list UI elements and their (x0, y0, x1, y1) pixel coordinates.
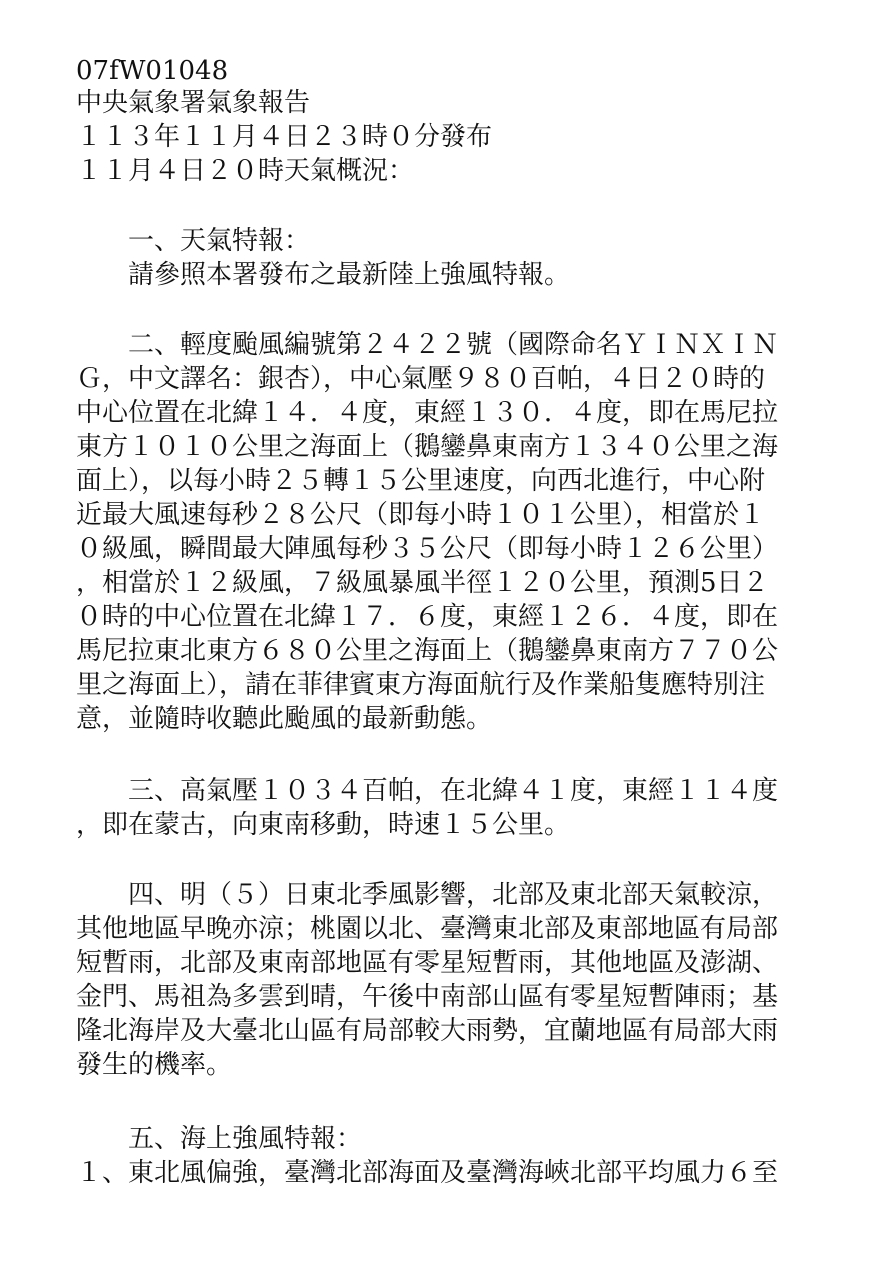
section-2-line: ０時的中心位置在北緯１７．６度，東經１２６．４度，即在 (76, 602, 779, 632)
section-2-line: 意，並隨時收聽此颱風的最新動態。 (76, 704, 493, 734)
section-2-line: Ｇ，中文譯名：銀杏），中心氣壓９８０百帕，４日２０時的 (76, 364, 766, 394)
section-2-line: 東方１０１０公里之海面上（鵝鑾鼻東南方１３４０公里之海 (76, 432, 779, 462)
section-4-line: 隆北海岸及大臺北山區有局部較大雨勢，宜蘭地區有局部大雨 (76, 1016, 779, 1046)
document-id: 07fW01048 (76, 56, 229, 86)
section-2-line: 馬尼拉東北東方６８０公里之海面上（鵝鑾鼻東南方７７０公 (76, 636, 779, 666)
section-4-line: 其他地區早晚亦涼；桃園以北、臺灣東北部及東部地區有局部 (76, 914, 779, 944)
overview-heading: １１月４日２０時天氣概況： (76, 156, 415, 186)
section-2-line: 近最大風速每秒２８公尺（即每小時１０１公里），相當於１ (76, 500, 766, 530)
section-4-line: 發生的機率。 (76, 1050, 233, 1080)
section-2-line: ０級風，瞬間最大陣風每秒３５公尺（即每小時１２６公里） (76, 534, 779, 564)
section-4-line: 短暫雨，北部及東南部地區有零星短暫雨，其他地區及澎湖、 (76, 948, 779, 978)
section-3-line: ，即在蒙古，向東南移動，時速１５公里。 (76, 810, 571, 840)
section-2-line: 面上），以每小時２５轉１５公里速度，向西北進行，中心附 (76, 466, 766, 496)
section-3-line: 三、高氣壓１０３４百帕，在北緯４１度，東經１１４度 (76, 776, 779, 806)
section-2-line: 里之海面上），請在菲律賓東方海面航行及作業船隻應特別注 (76, 670, 766, 700)
section-4-line: 金門、馬祖為多雲到晴，午後中南部山區有零星短暫陣雨；基 (76, 982, 779, 1012)
section-2-line: 二、輕度颱風編號第２４２２號（國際命名ＹＩＮＸＩＮ (76, 330, 779, 360)
section-2-line: ，相當於１２級風，７級風暴風半徑１２０公里，預測5日２ (76, 568, 769, 598)
section-5-line: 五、海上強風特報： (76, 1124, 363, 1154)
section-5-line: １、東北風偏強，臺灣北部海面及臺灣海峽北部平均風力６至 (76, 1158, 779, 1188)
section-2-line: 中心位置在北緯１４．４度，東經１３０．４度，即在馬尼拉 (76, 398, 779, 428)
section-1-line: 請參照本署發布之最新陸上強風特報。 (76, 260, 571, 290)
section-4-line: 四、明（５）日東北季風影響，北部及東北部天氣較涼， (76, 880, 779, 910)
section-1-heading: 一、天氣特報： (76, 226, 311, 256)
issue-time: １１３年１１月４日２３時０分發布 (76, 122, 493, 152)
agency-title: 中央氣象署氣象報告 (76, 88, 311, 118)
